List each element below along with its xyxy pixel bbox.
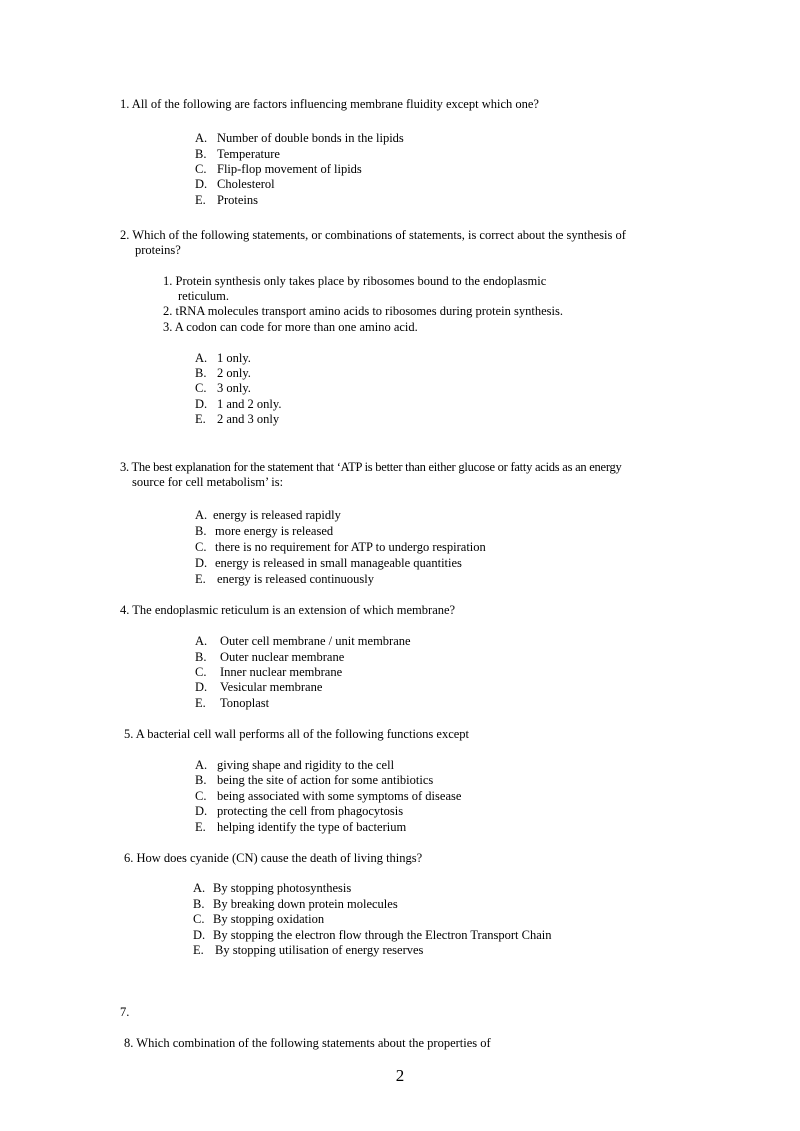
question-4-option-a[interactable]: A. Outer cell membrane / unit membrane xyxy=(195,634,411,648)
question-1-option-a[interactable]: A. Number of double bonds in the lipids xyxy=(195,131,404,145)
question-5-option-a[interactable]: A. giving shape and rigidity to the cell xyxy=(195,758,395,772)
question-2-option-b[interactable]: B. 2 only. xyxy=(195,366,251,380)
question-2-option-e[interactable]: E. 2 and 3 only xyxy=(195,412,280,426)
question-2-statement-1-cont: reticulum. xyxy=(178,289,230,303)
question-4-option-c[interactable]: C. Inner nuclear membrane xyxy=(195,665,343,679)
question-2-stem-line-1: 2. Which of the following statements, or combinations of statements, is correct about the synthesis of xyxy=(120,228,626,242)
question-3-option-a[interactable]: A. energy is released rapidly xyxy=(195,508,341,522)
question-3-stem-line-1: 3. The best explanation for the statement that ‘ATP is better than either glucose or fatty acids as an energy xyxy=(120,460,622,474)
question-4-option-e[interactable]: E. Tonoplast xyxy=(195,696,270,710)
question-6-option-c[interactable]: C. By stopping oxidation xyxy=(193,912,325,926)
question-5-option-b[interactable]: B. being the site of action for some antibiotics xyxy=(195,773,434,787)
question-1-stem: 1. All of the following are factors influencing membrane fluidity except which one? xyxy=(120,97,539,111)
question-2-option-c[interactable]: C. 3 only. xyxy=(195,381,251,395)
question-3-stem-line-2: source for cell metabolism’ is: xyxy=(132,475,284,489)
question-2-statement-2: 2. tRNA molecules transport amino acids to ribosomes during protein synthesis. xyxy=(163,304,563,318)
question-5-option-c[interactable]: C. being associated with some symptoms of disease xyxy=(195,789,462,803)
question-4-option-b[interactable]: B. Outer nuclear membrane xyxy=(195,650,345,664)
question-7-stem: 7. xyxy=(120,1005,130,1019)
question-6-option-e[interactable]: E. By stopping utilisation of energy reserves xyxy=(193,943,424,957)
question-5-option-d[interactable]: D. protecting the cell from phagocytosis xyxy=(195,804,404,818)
question-3-option-d[interactable]: D. energy is released in small manageable quantities xyxy=(195,556,462,570)
question-2-stem-line-2: proteins? xyxy=(135,243,181,257)
question-8-stem: 8. Which combination of the following statements about the properties of xyxy=(124,1036,491,1050)
question-1-option-e[interactable]: E. Proteins xyxy=(195,193,258,207)
question-3-option-b[interactable]: B. more energy is released xyxy=(195,524,334,538)
question-4-stem: 4. The endoplasmic reticulum is an extension of which membrane? xyxy=(120,603,456,617)
question-4-option-d[interactable]: D. Vesicular membrane xyxy=(195,680,323,694)
question-6-stem: 6. How does cyanide (CN) cause the death of living things? xyxy=(124,851,423,865)
question-2-option-d[interactable]: D. 1 and 2 only. xyxy=(195,397,282,411)
question-3-option-c[interactable]: C. there is no requirement for ATP to undergo respiration xyxy=(195,540,486,554)
question-6-option-a[interactable]: A. By stopping photosynthesis xyxy=(193,881,352,895)
question-6-option-d[interactable]: D. By stopping the electron flow through the Electron Transport Chain xyxy=(193,928,552,942)
question-1-option-b[interactable]: B. Temperature xyxy=(195,147,280,161)
question-1-option-c[interactable]: C. Flip-flop movement of lipids xyxy=(195,162,362,176)
page-number: 2 xyxy=(395,1066,405,1085)
question-3-option-e[interactable]: E. energy is released continuously xyxy=(195,572,375,586)
question-1-option-d[interactable]: D. Cholesterol xyxy=(195,177,275,191)
question-2-option-a[interactable]: A. 1 only. xyxy=(195,351,251,365)
question-5-stem: 5. A bacterial cell wall performs all of the following functions except xyxy=(124,727,470,741)
question-2-statement-1: 1. Protein synthesis only takes place by ribosomes bound to the endoplasmic xyxy=(163,274,547,288)
question-5-option-e[interactable]: E. helping identify the type of bacterium xyxy=(195,820,407,834)
question-6-option-b[interactable]: B. By breaking down protein molecules xyxy=(193,897,398,911)
question-2-statement-3: 3. A codon can code for more than one amino acid. xyxy=(163,320,418,334)
